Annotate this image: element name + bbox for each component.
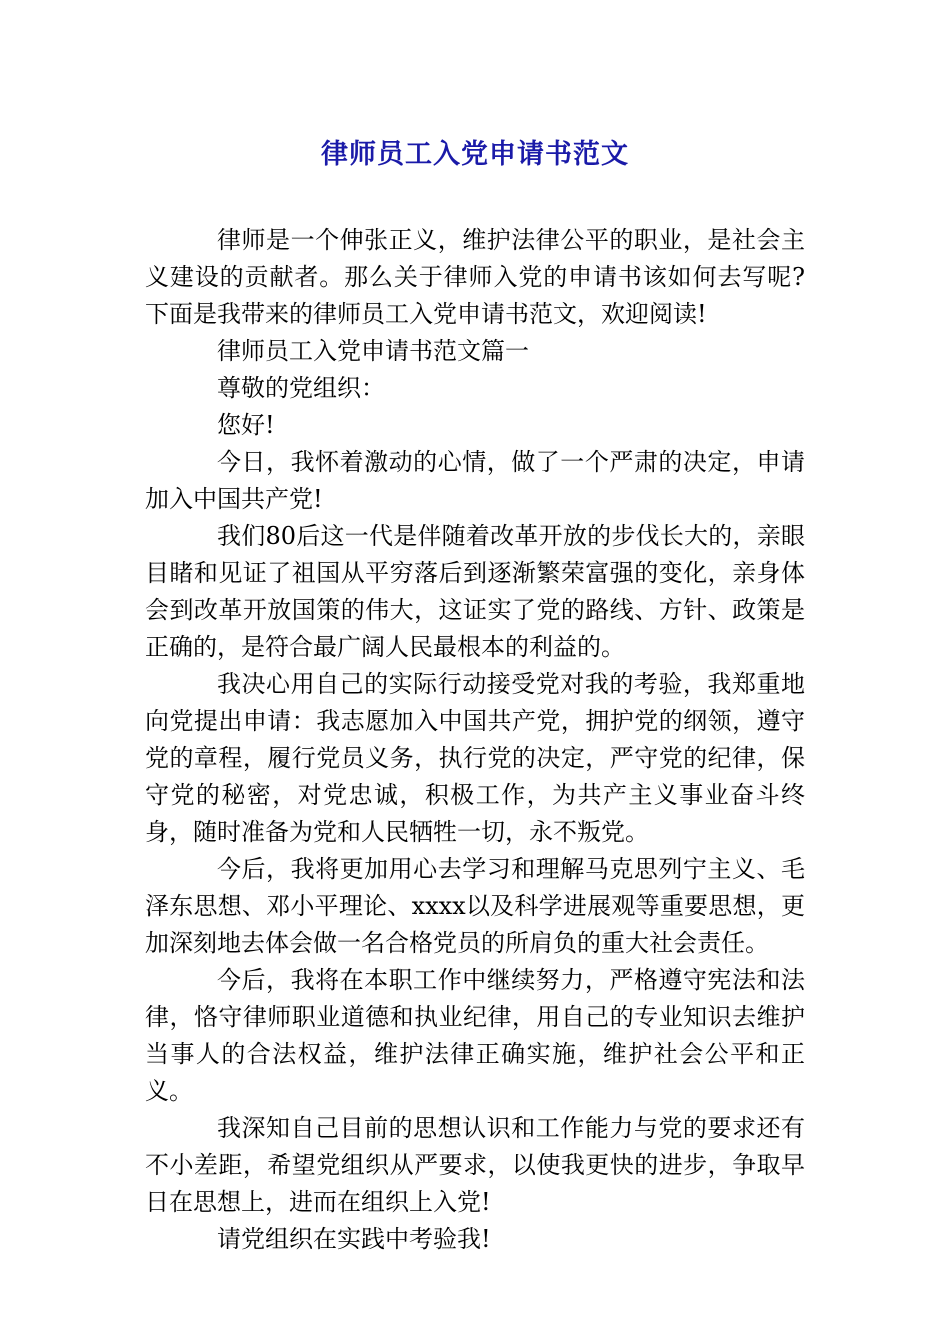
page-title: 律师员工入党申请书范文 <box>321 139 629 170</box>
paragraph-study: 今后，我将更加用心去学习和理解马克思列宁主义、毛泽东思想、邓小平理论、xxxx以及科学进展观等重要思想，更加深刻地去体会做一名合格党员的所肩负的重大社会责任。 <box>145 855 805 957</box>
paragraph-gap: 我深知自己目前的思想认识和工作能力与党的要求还有不小差距，希望党组织从严要求，以使我更快的进步，争取早日在思想上，进而在组织上入党! <box>145 1114 805 1216</box>
paragraph-generation: 我们80后这一代是伴随着改革开放的步伐长大的，亲眼目睹和见证了祖国从平穷落后到逐渐繁荣富强的变化，亲身体会到改革开放国策的伟大，这证实了党的路线、方针、政策是正确的，是符合最广阔人民最根本的利益的。 <box>145 522 805 661</box>
paragraph-salutation: 尊敬的党组织： <box>217 374 385 402</box>
paragraph-pledge: 我决心用自己的实际行动接受党对我的考验，我郑重地向党提出申请：我志愿加入中国共产党，拥护党的纲领，遵守党的章程，履行党员义务，执行党的决定，严守党的纪律，保守党的秘密，对党忠诚，积极工作，为共产主义事业奋斗终身，随时准备为党和人民牺牲一切，永不叛党。 <box>145 670 805 846</box>
paragraph-greeting: 您好! <box>217 411 275 439</box>
paragraph-intro: 律师是一个伸张正义，维护法律公平的职业，是社会主义建设的贡献者。那么关于律师入党的申请书该如何去写呢?下面是我带来的律师员工入党申请书范文，欢迎阅读! <box>145 226 805 328</box>
paragraph-closing: 请党组织在实践中考验我! <box>217 1225 491 1253</box>
paragraph-decision: 今日，我怀着激动的心情，做了一个严肃的决定，申请加入中国共产党! <box>145 448 805 513</box>
paragraph-work: 今后，我将在本职工作中继续努力，严格遵守宪法和法律，恪守律师职业道德和执业纪律，用自己的专业知识去维护当事人的合法权益，维护法律正确实施，维护社会公平和正义。 <box>145 966 805 1105</box>
paragraph-section-heading: 律师员工入党申请书范文篇一 <box>217 337 529 365</box>
document-body <box>145 222 805 1258</box>
